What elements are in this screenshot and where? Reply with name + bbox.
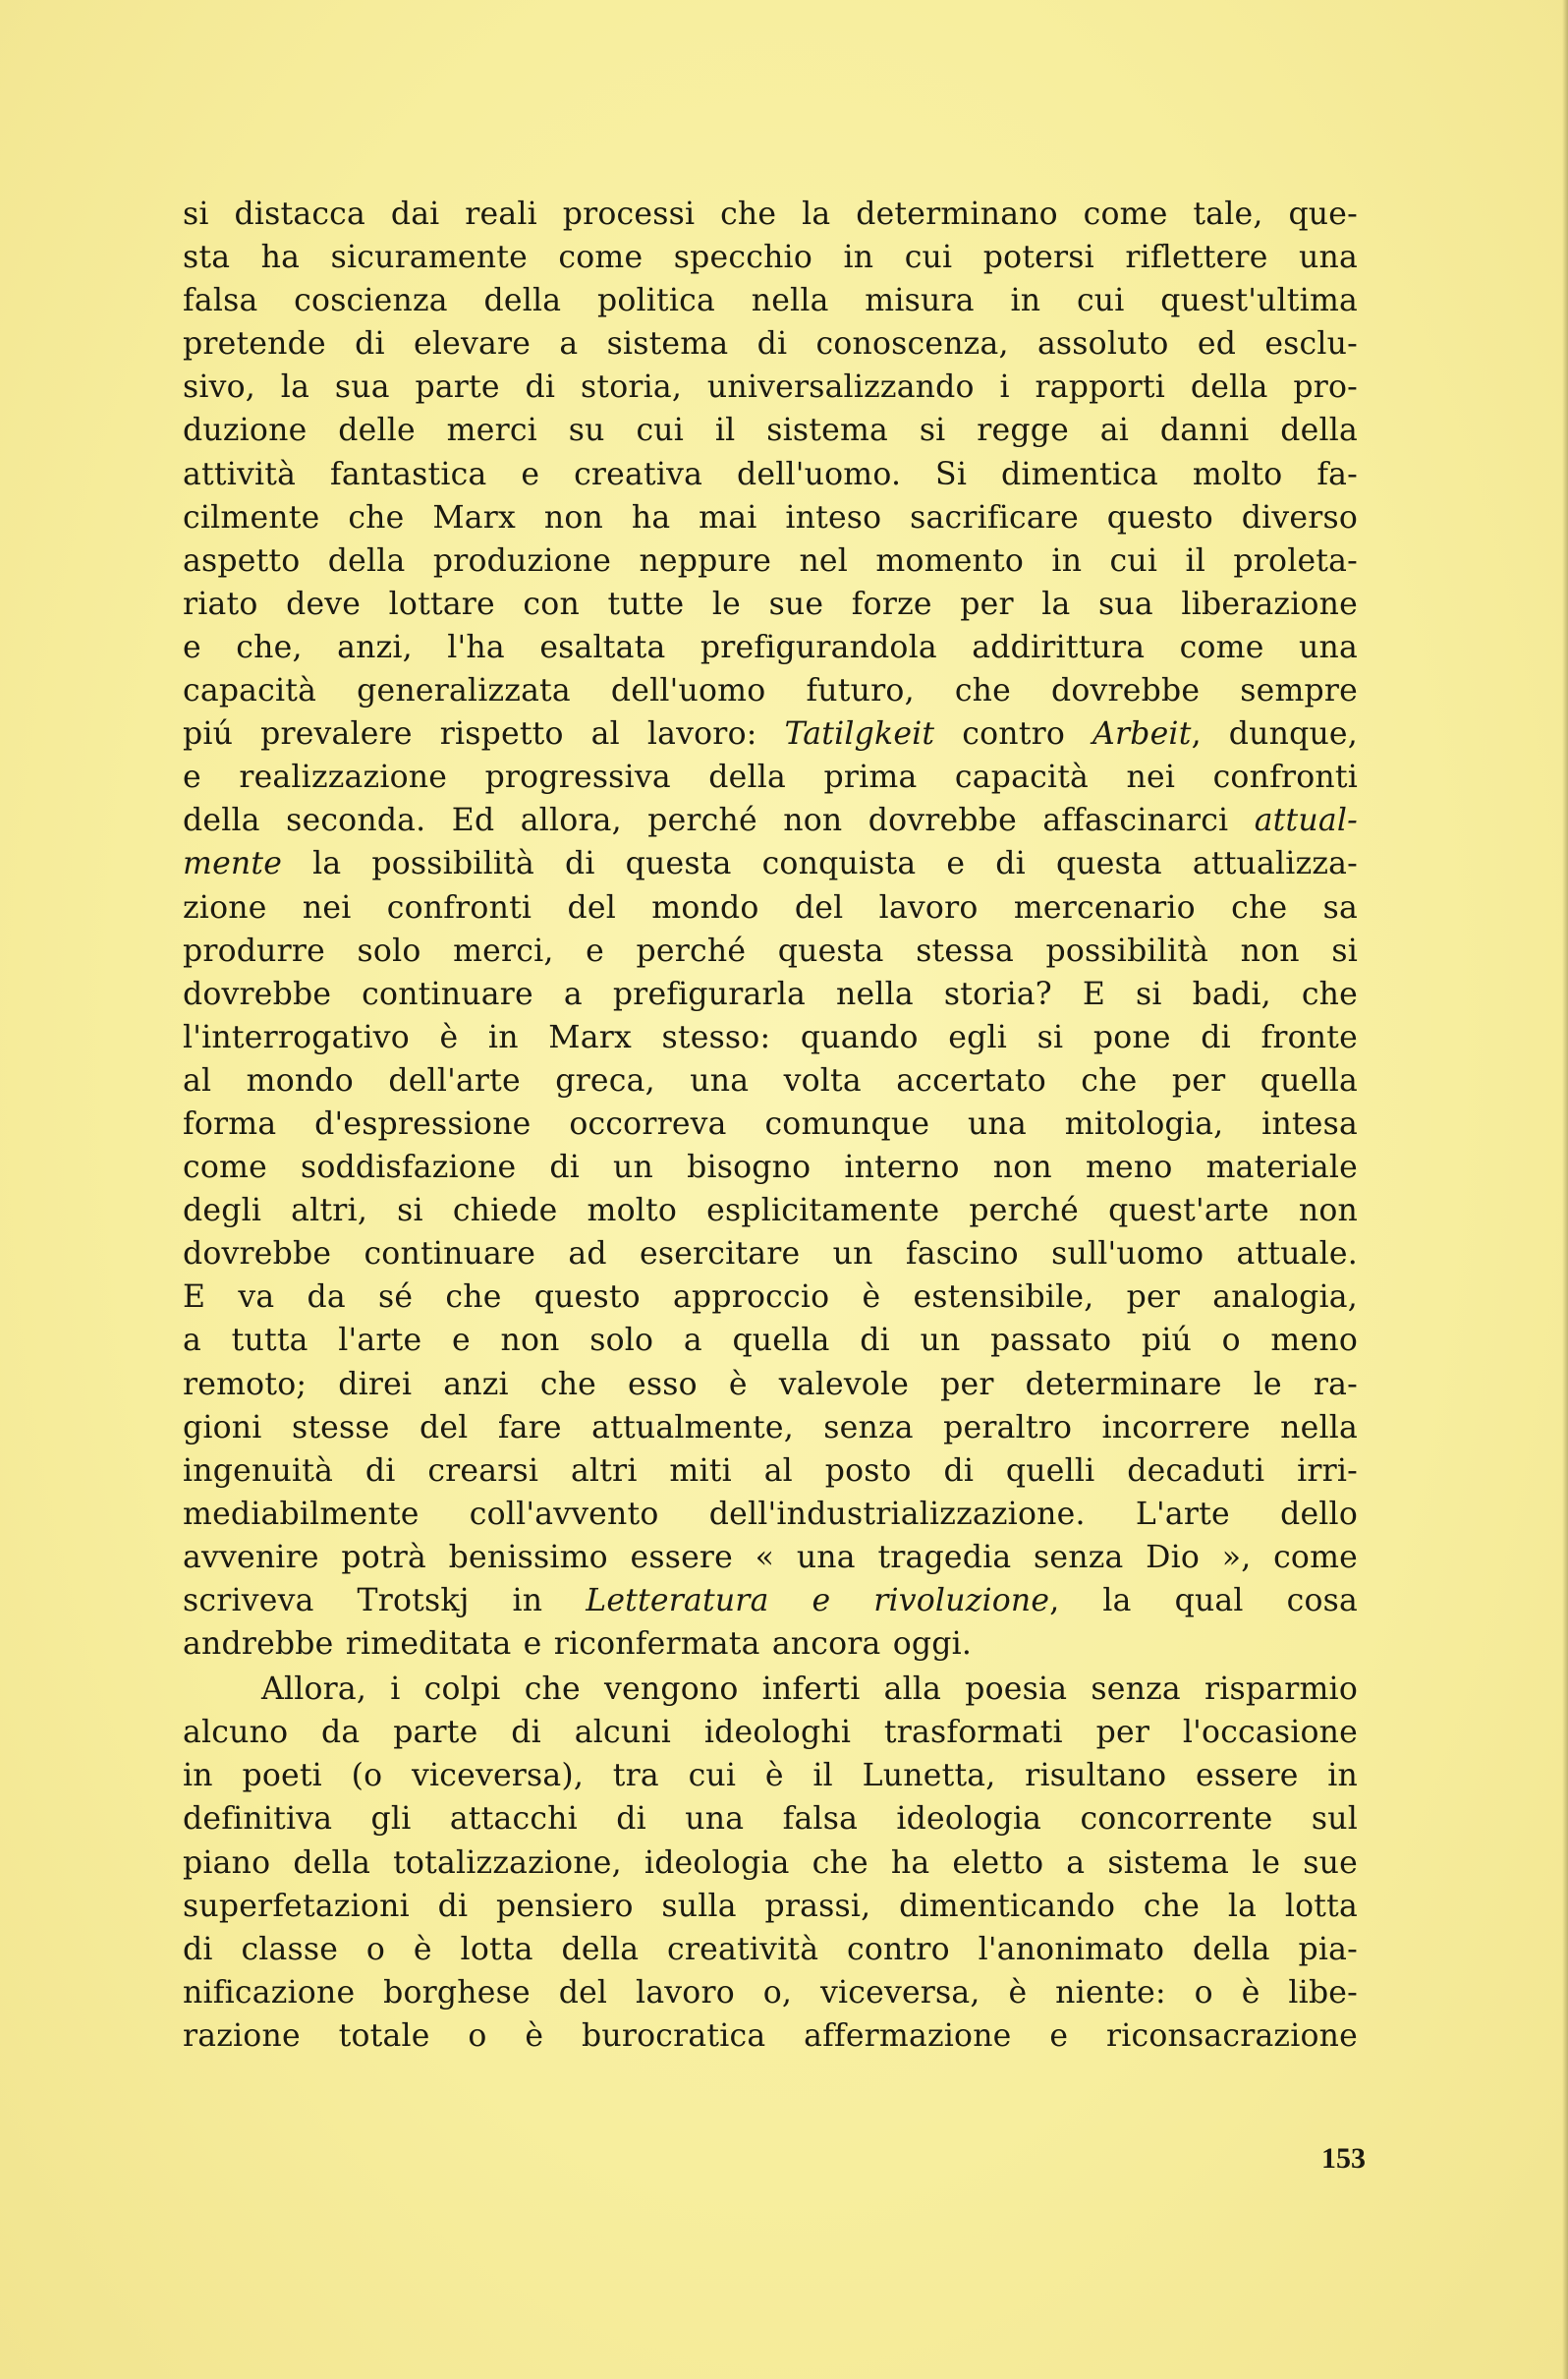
text-line: di classe o è lotta della creatività contro l'anonimato della pia- [183,1931,1358,1967]
text-line: a tutta l'arte e non solo a quella di un passato piú o meno [183,1323,1358,1359]
text-line: forma d'espressione occorreva comunque una mitologia, intesa [183,1105,1358,1142]
text-line: piú prevalere rispetto al lavoro: Tatilgkeit contro Arbeit, dunque, [183,716,1358,753]
text-line: riato deve lottare con tutte le sue forze per la sua liberazione [183,586,1358,622]
italic-phrase: Letteratura e rivoluzione [586,1583,1050,1618]
body-text [183,193,1358,2058]
page-edge-shadow [1562,0,1568,2379]
text-line: produrre solo merci, e perché questa stessa possibilità non si [183,933,1358,969]
text-line: scriveva Trotskj in Letteratura e rivoluzione, la qual cosa [183,1583,1358,1618]
text-line: Allora, i colpi che vengono inferti alla poesia senza risparmio [261,1671,1358,1708]
text-line: nificazione borghese del lavoro o, viceversa, è niente: o è libe- [183,1974,1358,2011]
text-line: come soddisfazione di un bisogno interno non meno materiale [183,1150,1358,1186]
text-line: e che, anzi, l'ha esaltata prefigurandola addirittura come una [183,629,1358,665]
text-line: duzione delle merci su cui il sistema si regge ai danni della [183,413,1358,449]
text-line: e realizzazione progressiva della prima capacità nei confronti [183,760,1358,796]
text-line: pretende di elevare a sistema di conoscenza, assoluto ed esclu- [183,326,1358,363]
text-line: dovrebbe continuare ad esercitare un fascino sull'uomo attuale. [183,1236,1358,1273]
text-line: cilmente che Marx non ha mai inteso sacrificare questo diverso [183,499,1358,536]
italic-phrase: Tatilgkeit [784,716,935,753]
text-line: zione nei confronti del mondo del lavoro mercenario che sa [183,889,1358,926]
italic-phrase: attual- [1254,803,1358,839]
italic-phrase: mente [183,846,283,882]
text-line: mediabilmente coll'avvento dell'industrializzazione. L'arte dello [183,1496,1358,1532]
text-line: degli altri, si chiede molto esplicitamente perché quest'arte non [183,1193,1358,1229]
text-line: l'interrogativo è in Marx stesso: quando egli si pone di fronte [183,1019,1358,1055]
text-line: definitiva gli attacchi di una falsa ideologia concorrente sul [183,1801,1358,1838]
text-line: della seconda. Ed allora, perché non dovrebbe affascinarci attual- [183,803,1358,839]
page-number: 153 [1321,2142,1366,2175]
text-line: andrebbe rimeditata e riconfermata ancora oggi. [183,1626,973,1663]
text-line: al mondo dell'arte greca, una volta accertato che per quella [183,1062,1358,1099]
text-line: remoto; direi anzi che esso è valevole per determinare le ra- [183,1366,1358,1402]
text-line: sivo, la sua parte di storia, universalizzando i rapporti della pro- [183,369,1358,406]
text-line: superfetazioni di pensiero sulla prassi, dimenticando che la lotta [183,1888,1358,1924]
text-line: sta ha sicuramente come specchio in cui potersi riflettere una [183,240,1358,276]
text-line: falsa coscienza della politica nella misura in cui quest'ultima [183,283,1358,319]
text-line: si distacca dai reali processi che la determinano come tale, que- [183,197,1358,232]
text-line: alcuno da parte di alcuni ideologhi trasformati per l'occasione [183,1715,1358,1751]
text-line: avvenire potrà benissimo essere « una tragedia senza Dio », come [183,1539,1358,1575]
text-line: attività fantastica e creativa dell'uomo. Si dimentica molto fa- [183,456,1358,492]
italic-phrase: Arbeit [1092,716,1192,753]
text-line: ingenuità di crearsi altri miti al posto di quelli decaduti irri- [183,1452,1358,1489]
text-line: mente la possibilità di questa conquista e di questa attualizza- [183,846,1358,882]
text-line: E va da sé che questo approccio è estensibile, per analogia, [183,1279,1358,1316]
text-line: razione totale o è burocratica affermazione e riconsacrazione [183,2017,1358,2054]
text-line: dovrebbe continuare a prefigurarla nella storia? E si badi, che [183,976,1358,1012]
text-line: piano della totalizzazione, ideologia che ha eletto a sistema le sue [183,1844,1358,1881]
text-line: gioni stesse del fare attualmente, senza peraltro incorrere nella [183,1409,1358,1445]
text-line: in poeti (o viceversa), tra cui è il Lunetta, risultano essere in [183,1758,1358,1794]
text-line: aspetto della produzione neppure nel momento in cui il proleta- [183,542,1358,579]
text-line: capacità generalizzata dell'uomo futuro, che dovrebbe sempre [183,673,1358,709]
